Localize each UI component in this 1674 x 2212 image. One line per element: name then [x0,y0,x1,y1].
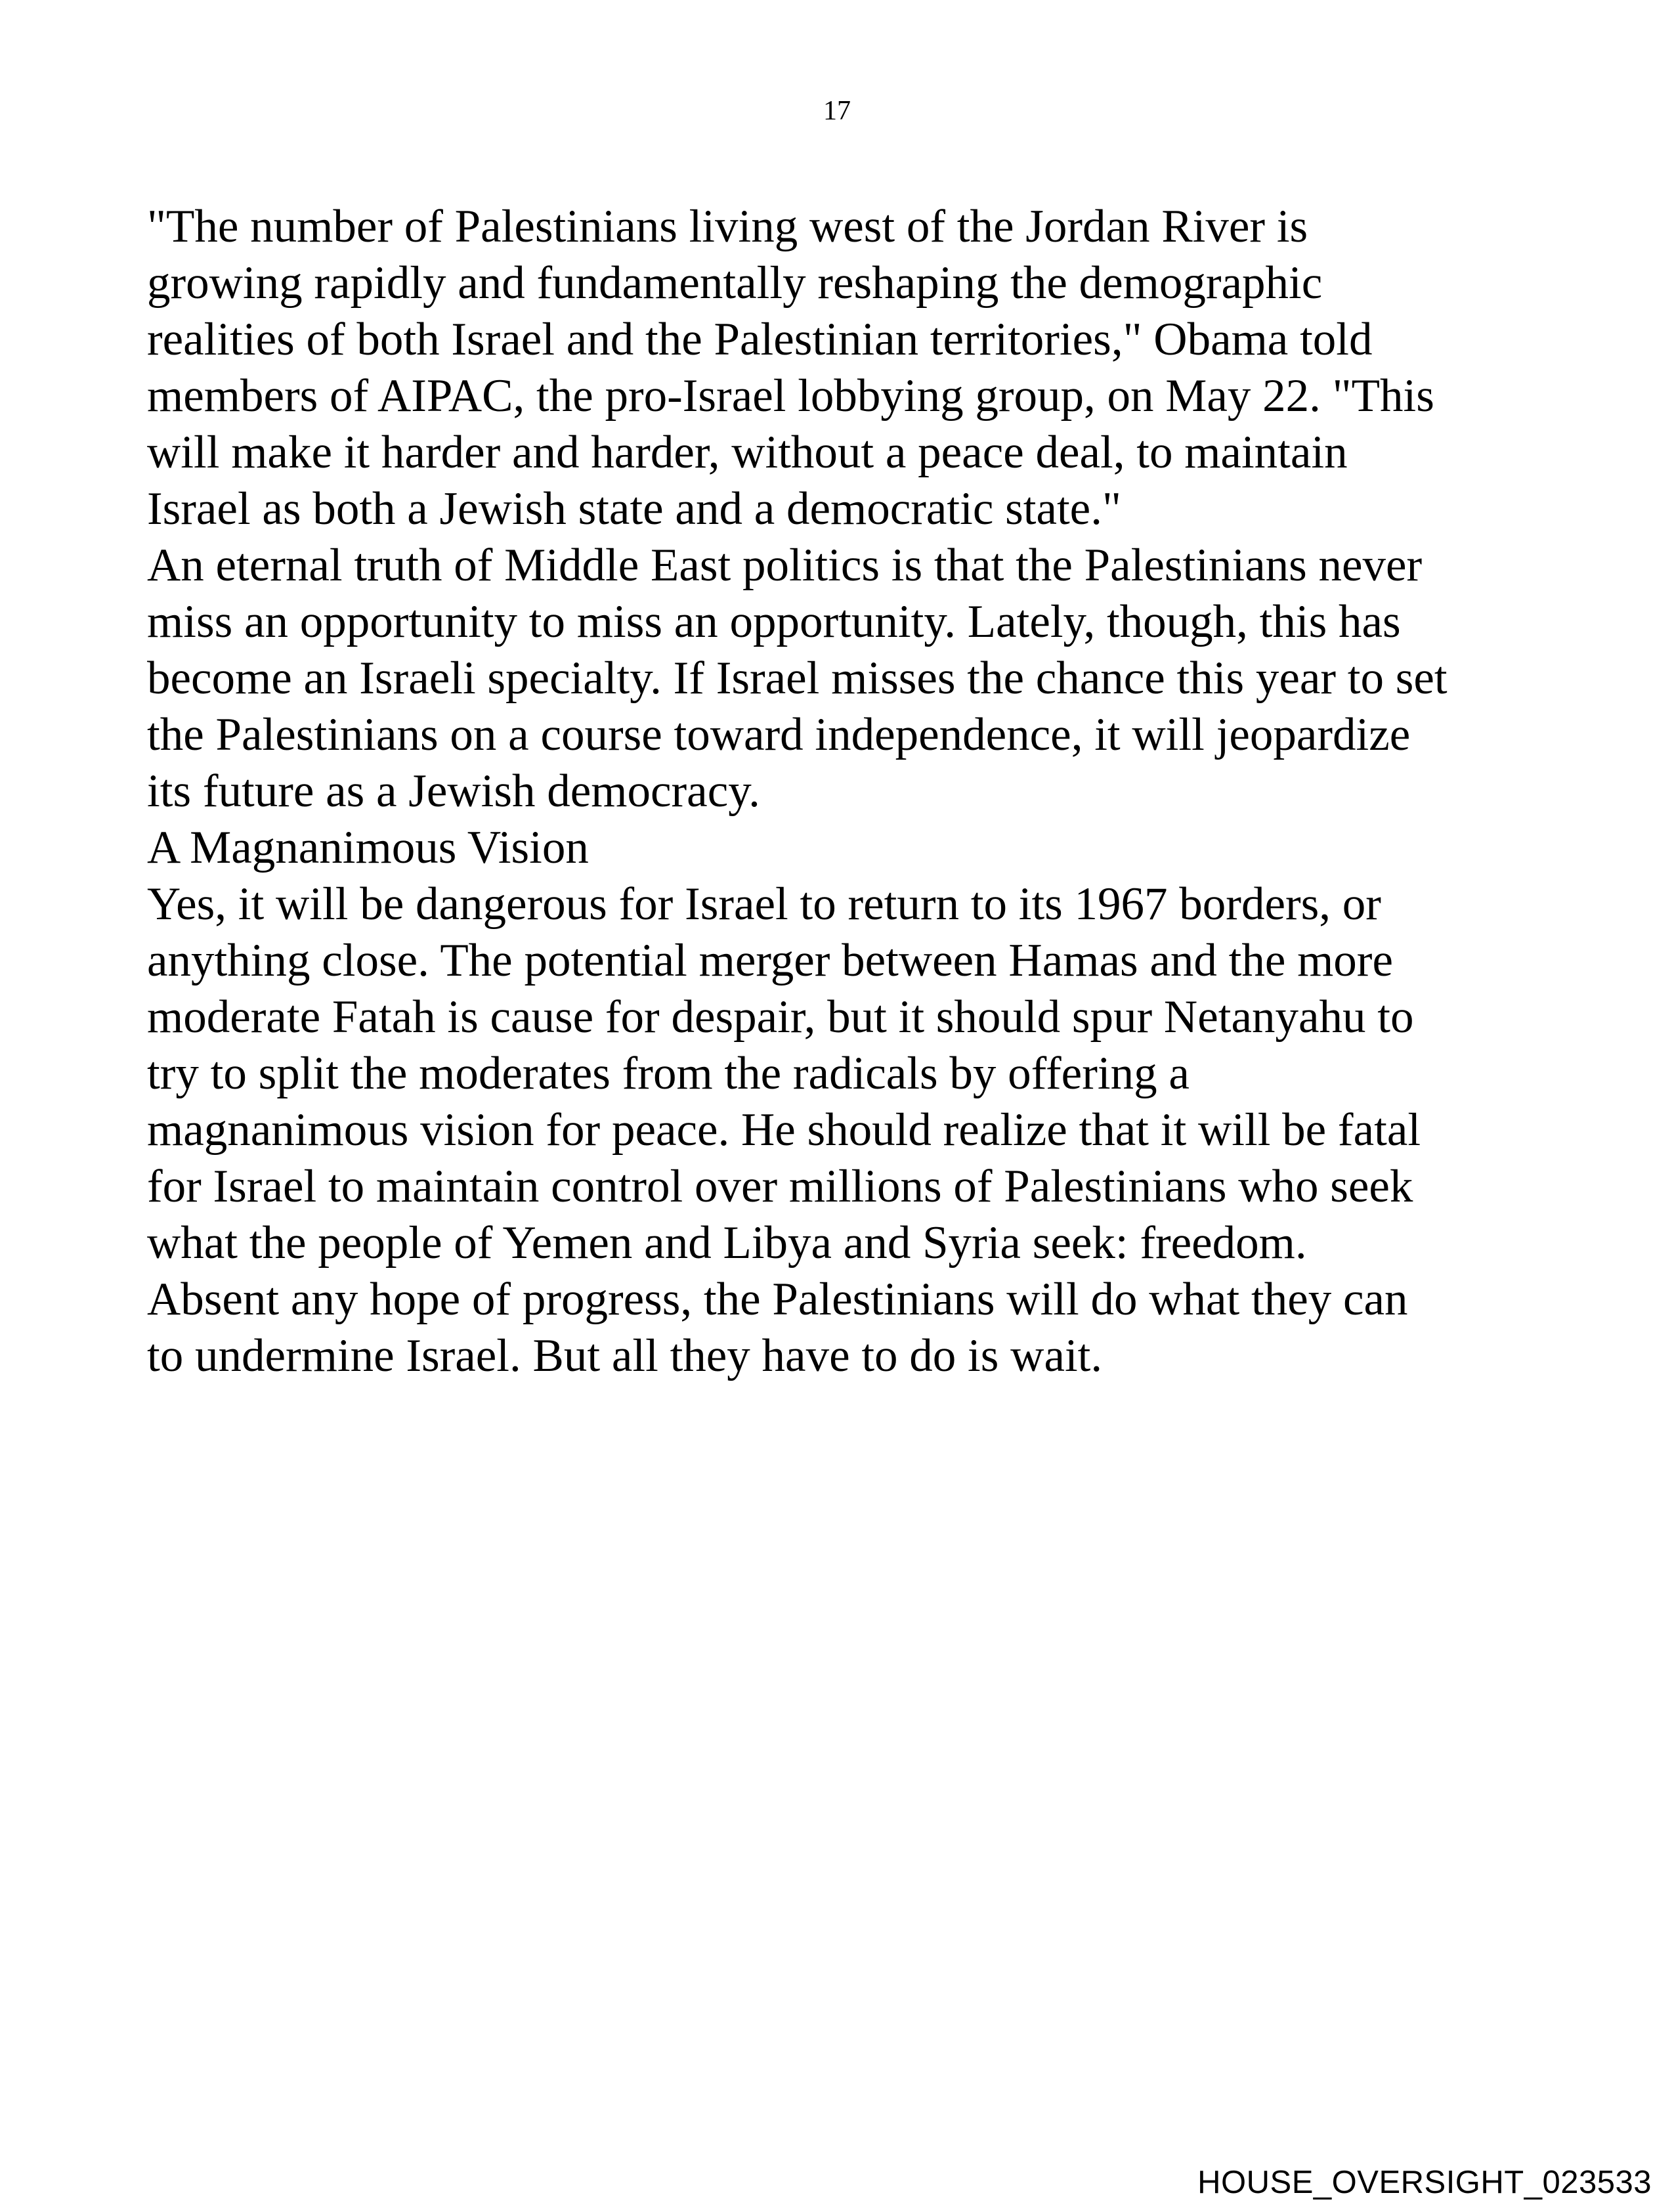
text-line: An eternal truth of Middle East politics is that the Palestinians never [147,540,1423,591]
page-number: 17 [823,96,851,126]
document-id: HOUSE_OVERSIGHT_023533 [1197,2165,1652,2200]
text-line: to undermine Israel. But all they have to do is wait. [147,1330,1103,1381]
section-heading: A Magnanimous Vision [147,822,589,873]
text-line: members of AIPAC, the pro-Israel lobbying group, on May 22. "This [147,370,1434,422]
body-text [147,198,1552,1384]
text-line: its future as a Jewish democracy. [147,766,760,817]
text-line: try to split the moderates from the radicals by offering a [147,1048,1190,1099]
text-line: what the people of Yemen and Libya and Syria seek: freedom. [147,1217,1307,1269]
text-line: magnanimous vision for peace. He should realize that it will be fatal [147,1104,1421,1156]
text-line: moderate Fatah is cause for despair, but it should spur Netanyahu to [147,991,1414,1043]
text-line: Absent any hope of progress, the Palestinians will do what they can [147,1274,1408,1325]
text-line: Israel as both a Jewish state and a democratic state." [147,483,1121,534]
text-line: will make it harder and harder, without a peace deal, to maintain [147,427,1348,478]
text-line: Yes, it will be dangerous for Israel to return to its 1967 borders, or [147,878,1381,930]
text-line: the Palestinians on a course toward independence, it will jeopardize [147,709,1411,760]
text-line: become an Israeli specialty. If Israel misses the chance this year to set [147,653,1448,704]
text-line: growing rapidly and fundamentally reshaping the demographic [147,257,1323,309]
text-line: realities of both Israel and the Palestinian territories," Obama told [147,314,1373,365]
text-line: anything close. The potential merger between Hamas and the more [147,935,1393,986]
text-line: for Israel to maintain control over millions of Palestinians who seek [147,1161,1413,1212]
text-line: "The number of Palestinians living west of the Jordan River is [147,201,1308,252]
text-line: miss an opportunity to miss an opportunity. Lately, though, this has [147,596,1401,647]
